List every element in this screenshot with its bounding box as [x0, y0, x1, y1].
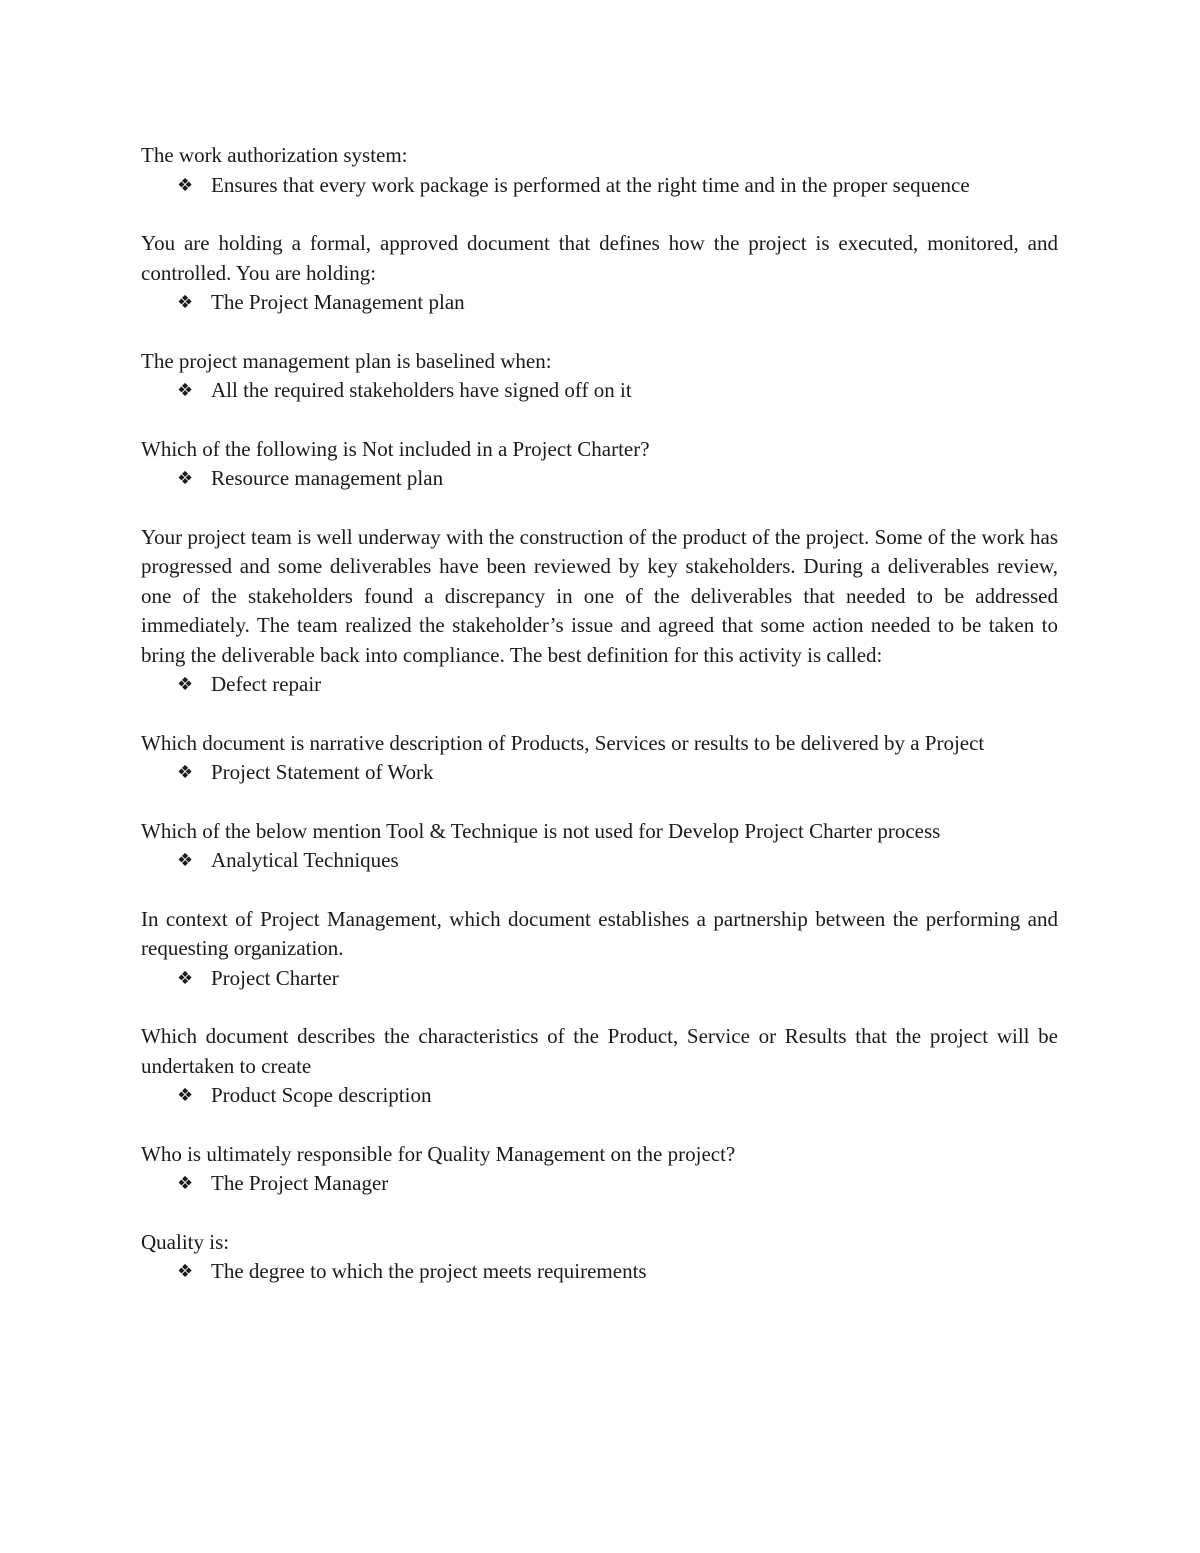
diamond-bullet-icon: ❖ — [177, 850, 194, 871]
question-text: The project management plan is baselined when: — [141, 348, 552, 373]
diamond-bullet-icon: ❖ — [177, 1261, 194, 1282]
answer-list — [141, 758, 1058, 788]
answer-item — [141, 288, 1058, 318]
qa-item — [141, 523, 1058, 700]
answer-list — [141, 1081, 1058, 1111]
diamond-bullet-icon: ❖ — [177, 967, 194, 989]
question-text: Which document is narrative description of Products, Services or results to be delivered by a Project — [141, 730, 985, 755]
answer-item — [141, 1169, 1058, 1199]
qa-item — [141, 229, 1058, 318]
diamond-bullet-icon: ❖ — [177, 1085, 194, 1106]
answer-text: Resource management plan — [211, 466, 444, 490]
answer-text: Ensures that every work package is performed at the right time and in the proper sequence — [211, 172, 970, 197]
answer-text: Product Scope description — [211, 1083, 432, 1107]
answer-list — [141, 1169, 1058, 1199]
answer-list — [141, 171, 1058, 201]
answer-text: The Project Manager — [211, 1171, 389, 1195]
answer-text: The degree to which the project meets requirements — [211, 1259, 647, 1283]
question-text: The work authorization system: — [141, 143, 408, 167]
answer-list — [141, 376, 1058, 406]
diamond-bullet-icon: ❖ — [177, 674, 194, 695]
answer-list — [141, 670, 1058, 700]
answer-text: Project Statement of Work — [211, 760, 434, 784]
document-page — [141, 141, 1058, 1316]
answer-item — [141, 670, 1058, 700]
answer-list — [141, 464, 1058, 494]
qa-item — [141, 729, 1058, 788]
answer-text: The Project Management plan — [211, 290, 465, 314]
diamond-bullet-icon: ❖ — [177, 1173, 194, 1194]
diamond-bullet-icon: ❖ — [177, 174, 194, 196]
qa-item — [141, 1140, 1058, 1199]
answer-list — [141, 846, 1058, 876]
answer-item — [141, 1257, 1058, 1287]
answer-item — [141, 171, 1058, 201]
question-text: Your project team is well underway with the construction of the product of the project. Some of the work has progressed and some deliverables have been reviewed by key stakeholders. During a deliverables review, one of the stakeholders found a discrepancy in one of the deliverables that needed to be addressed immediately. The team realized the stakeholder’s issue and agreed that some action needed to be taken to bring the deliverable back into compliance. The best definition for this activity is called: — [141, 524, 1058, 667]
qa-item — [141, 817, 1058, 876]
qa-item — [141, 141, 1058, 200]
diamond-bullet-icon: ❖ — [177, 762, 194, 783]
question-text: Which of the below mention Tool & Technique is not used for Develop Project Charter process — [141, 818, 941, 843]
diamond-bullet-icon: ❖ — [177, 468, 194, 489]
diamond-bullet-icon: ❖ — [177, 380, 194, 401]
question-text: Which of the following is Not included in a Project Charter? — [141, 436, 650, 461]
answer-item — [141, 964, 1058, 994]
question-text: In context of Project Management, which document establishes a partnership between the performing and requesting organization. — [141, 906, 1058, 960]
qa-item — [141, 1022, 1058, 1111]
answer-list — [141, 1257, 1058, 1287]
answer-item — [141, 464, 1058, 494]
answer-item — [141, 1081, 1058, 1111]
answer-text: Defect repair — [211, 672, 322, 696]
answer-list — [141, 964, 1058, 994]
question-text: Who is ultimately responsible for Quality Management on the project? — [141, 1141, 736, 1166]
answer-item — [141, 758, 1058, 788]
answer-text: All the required stakeholders have signed off on it — [211, 378, 632, 402]
diamond-bullet-icon: ❖ — [177, 292, 194, 313]
qa-item — [141, 905, 1058, 994]
question-text: Quality is: — [141, 1229, 230, 1254]
answer-text: Project Charter — [211, 965, 339, 990]
answer-item — [141, 376, 1058, 406]
qa-item — [141, 347, 1058, 406]
question-text: Which document describes the characteristics of the Product, Service or Results that the project will be undertaken to create — [141, 1024, 1058, 1078]
question-text: You are holding a formal, approved document that defines how the project is executed, monitored, and controlled. You are holding: — [141, 231, 1058, 285]
answer-list — [141, 288, 1058, 318]
answer-text: Analytical Techniques — [211, 848, 399, 872]
qa-item — [141, 435, 1058, 494]
qa-item — [141, 1228, 1058, 1287]
answer-item — [141, 846, 1058, 876]
